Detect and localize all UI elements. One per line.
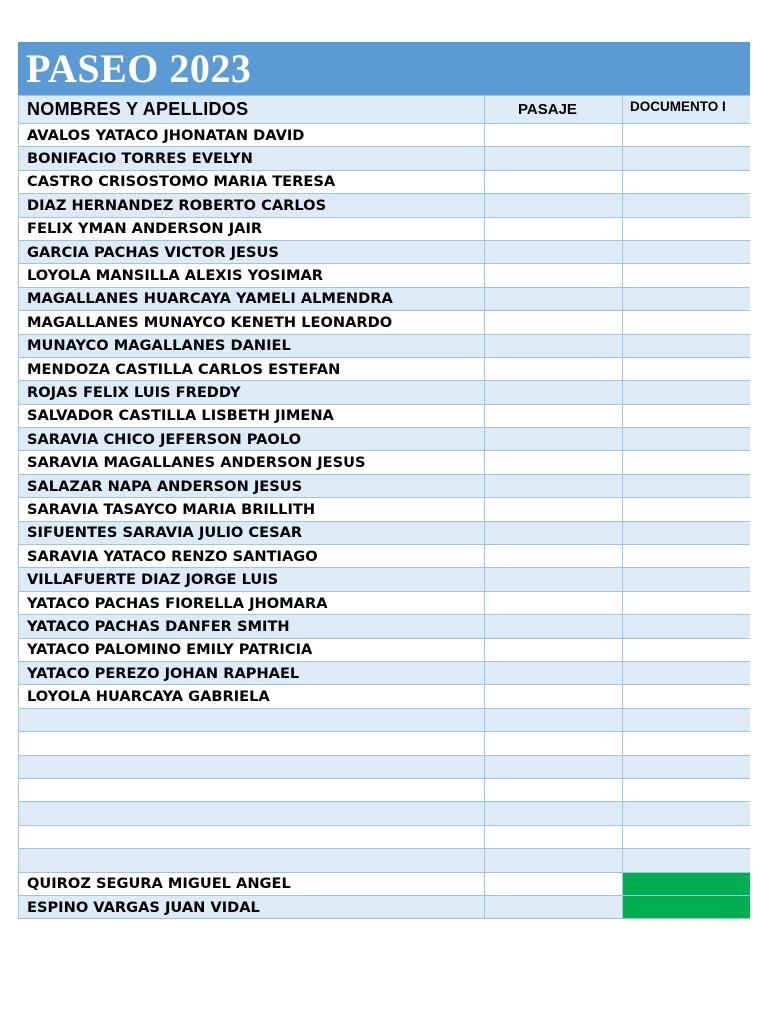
pasaje-cell[interactable] (485, 591, 623, 614)
table-row (19, 357, 751, 380)
pasaje-cell[interactable] (485, 474, 623, 497)
documento-cell[interactable] (623, 404, 751, 427)
table-row (19, 381, 751, 404)
documento-cell[interactable] (623, 240, 751, 263)
documento-cell[interactable] (623, 194, 751, 217)
documento-cell[interactable] (623, 124, 751, 147)
student-name-cell[interactable]: MENDOZA CASTILLA CARLOS ESTEFAN (19, 357, 485, 380)
documento-cell[interactable] (623, 170, 751, 193)
pasaje-cell[interactable] (485, 568, 623, 591)
table-row (19, 474, 751, 497)
pasaje-cell[interactable] (485, 357, 623, 380)
student-name-cell[interactable]: AVALOS YATACO JHONATAN DAVID (19, 124, 485, 147)
table-row (19, 872, 751, 895)
pasaje-cell[interactable] (485, 661, 623, 684)
documento-cell[interactable] (623, 217, 751, 240)
pasaje-cell[interactable] (485, 428, 623, 451)
table-row (19, 217, 751, 240)
student-name-cell[interactable]: YATACO PEREZO JOHAN RAPHAEL (19, 661, 485, 684)
pasaje-cell[interactable] (485, 287, 623, 310)
empty-name-cell[interactable] (19, 755, 485, 778)
student-name-cell[interactable]: QUIROZ SEGURA MIGUEL ANGEL (19, 872, 485, 895)
documento-cell[interactable] (623, 732, 751, 755)
table-row (19, 451, 751, 474)
table-row (19, 895, 751, 918)
table-row (19, 170, 751, 193)
documento-cell[interactable] (623, 381, 751, 404)
table-row (19, 194, 751, 217)
table-row (19, 147, 751, 170)
student-name-cell[interactable]: FELIX YMAN ANDERSON JAIR (19, 217, 485, 240)
table-row (19, 568, 751, 591)
table-row (19, 311, 751, 334)
header-row (19, 96, 751, 124)
student-name-cell[interactable]: VILLAFUERTE DIAZ JORGE LUIS (19, 568, 485, 591)
empty-table-row (19, 732, 751, 755)
pasaje-cell[interactable] (485, 802, 623, 825)
documento-cell-marked[interactable] (623, 872, 751, 895)
column-header-pasaje[interactable]: PASAJE (485, 96, 623, 124)
student-name-cell[interactable]: SIFUENTES SARAVIA JULIO CESAR (19, 521, 485, 544)
pasaje-cell[interactable] (485, 217, 623, 240)
student-name-cell[interactable]: DIAZ HERNANDEZ ROBERTO CARLOS (19, 194, 485, 217)
pasaje-cell[interactable] (485, 311, 623, 334)
column-header-documento[interactable]: DOCUMENTO I (623, 96, 751, 124)
spreadsheet (18, 42, 750, 919)
table-row (19, 287, 751, 310)
empty-name-cell[interactable] (19, 802, 485, 825)
pasaje-cell[interactable] (485, 264, 623, 287)
table-row (19, 521, 751, 544)
pasaje-cell[interactable] (485, 895, 623, 918)
empty-table-row (19, 708, 751, 731)
pasaje-cell[interactable] (485, 147, 623, 170)
documento-cell[interactable] (623, 545, 751, 568)
student-name-cell[interactable]: YATACO PACHAS DANFER SMITH (19, 615, 485, 638)
documento-cell[interactable] (623, 451, 751, 474)
documento-cell[interactable] (623, 474, 751, 497)
documento-cell[interactable] (623, 661, 751, 684)
table-row (19, 404, 751, 427)
student-name-cell[interactable]: ESPINO VARGAS JUAN VIDAL (19, 895, 485, 918)
student-name-cell[interactable]: SARAVIA TASAYCO MARIA BRILLITH (19, 498, 485, 521)
documento-cell[interactable] (623, 521, 751, 544)
pasaje-cell[interactable] (485, 825, 623, 848)
table-row (19, 334, 751, 357)
empty-table-row (19, 825, 751, 848)
pasaje-cell[interactable] (485, 521, 623, 544)
student-name-cell[interactable]: MAGALLANES MUNAYCO KENETH LEONARDO (19, 311, 485, 334)
documento-cell[interactable] (623, 825, 751, 848)
pasaje-cell[interactable] (485, 498, 623, 521)
table-row (19, 545, 751, 568)
student-name-cell[interactable]: LOYOLA MANSILLA ALEXIS YOSIMAR (19, 264, 485, 287)
documento-cell-marked[interactable] (623, 895, 751, 918)
table-row (19, 264, 751, 287)
pasaje-cell[interactable] (485, 240, 623, 263)
table-row (19, 240, 751, 263)
table-row (19, 615, 751, 638)
documento-cell[interactable] (623, 498, 751, 521)
table-row (19, 685, 751, 708)
column-header-name[interactable]: NOMBRES Y APELLIDOS (19, 96, 485, 124)
documento-cell[interactable] (623, 334, 751, 357)
documento-cell[interactable] (623, 264, 751, 287)
sheet-title: PASEO 2023 (18, 42, 750, 95)
student-name-cell[interactable]: SALAZAR NAPA ANDERSON JESUS (19, 474, 485, 497)
pasaje-cell[interactable] (485, 849, 623, 872)
student-name-cell[interactable]: ROJAS FELIX LUIS FREDDY (19, 381, 485, 404)
documento-cell[interactable] (623, 685, 751, 708)
student-name-cell[interactable]: SARAVIA YATACO RENZO SANTIAGO (19, 545, 485, 568)
table-row (19, 498, 751, 521)
empty-name-cell[interactable] (19, 849, 485, 872)
documento-cell[interactable] (623, 568, 751, 591)
documento-cell[interactable] (623, 311, 751, 334)
pasaje-cell[interactable] (485, 404, 623, 427)
empty-table-row (19, 849, 751, 872)
student-name-cell[interactable]: SARAVIA MAGALLANES ANDERSON JESUS (19, 451, 485, 474)
pasaje-cell[interactable] (485, 638, 623, 661)
documento-cell[interactable] (623, 755, 751, 778)
pasaje-cell[interactable] (485, 615, 623, 638)
student-name-cell[interactable]: BONIFACIO TORRES EVELYN (19, 147, 485, 170)
pasaje-cell[interactable] (485, 872, 623, 895)
documento-cell[interactable] (623, 357, 751, 380)
table-row (19, 591, 751, 614)
empty-table-row (19, 802, 751, 825)
student-name-cell[interactable]: MUNAYCO MAGALLANES DANIEL (19, 334, 485, 357)
documento-cell[interactable] (623, 591, 751, 614)
table-row (19, 661, 751, 684)
pasaje-cell[interactable] (485, 124, 623, 147)
attendance-table (18, 95, 750, 919)
documento-cell[interactable] (623, 849, 751, 872)
pasaje-cell[interactable] (485, 732, 623, 755)
student-name-cell[interactable]: SALVADOR CASTILLA LISBETH JIMENA (19, 404, 485, 427)
table-row (19, 124, 751, 147)
student-name-cell[interactable]: GARCIA PACHAS VICTOR JESUS (19, 240, 485, 263)
student-name-cell[interactable]: MAGALLANES HUARCAYA YAMELI ALMENDRA (19, 287, 485, 310)
student-name-cell[interactable]: YATACO PALOMINO EMILY PATRICIA (19, 638, 485, 661)
empty-table-row (19, 778, 751, 801)
pasaje-cell[interactable] (485, 381, 623, 404)
documento-cell[interactable] (623, 778, 751, 801)
empty-name-cell[interactable] (19, 825, 485, 848)
empty-name-cell[interactable] (19, 778, 485, 801)
empty-name-cell[interactable] (19, 708, 485, 731)
table-row (19, 428, 751, 451)
pasaje-cell[interactable] (485, 170, 623, 193)
pasaje-cell[interactable] (485, 334, 623, 357)
table-body (19, 124, 751, 919)
documento-cell[interactable] (623, 287, 751, 310)
student-name-cell[interactable]: CASTRO CRISOSTOMO MARIA TERESA (19, 170, 485, 193)
documento-cell[interactable] (623, 147, 751, 170)
pasaje-cell[interactable] (485, 685, 623, 708)
pasaje-cell[interactable] (485, 755, 623, 778)
documento-cell[interactable] (623, 428, 751, 451)
pasaje-cell[interactable] (485, 194, 623, 217)
empty-table-row (19, 755, 751, 778)
pasaje-cell[interactable] (485, 778, 623, 801)
student-name-cell[interactable]: SARAVIA CHICO JEFERSON PAOLO (19, 428, 485, 451)
table-row (19, 638, 751, 661)
pasaje-cell[interactable] (485, 451, 623, 474)
pasaje-cell[interactable] (485, 545, 623, 568)
documento-cell[interactable] (623, 802, 751, 825)
documento-cell[interactable] (623, 708, 751, 731)
empty-name-cell[interactable] (19, 732, 485, 755)
pasaje-cell[interactable] (485, 708, 623, 731)
student-name-cell[interactable]: YATACO PACHAS FIORELLA JHOMARA (19, 591, 485, 614)
documento-cell[interactable] (623, 615, 751, 638)
documento-cell[interactable] (623, 638, 751, 661)
student-name-cell[interactable]: LOYOLA HUARCAYA GABRIELA (19, 685, 485, 708)
